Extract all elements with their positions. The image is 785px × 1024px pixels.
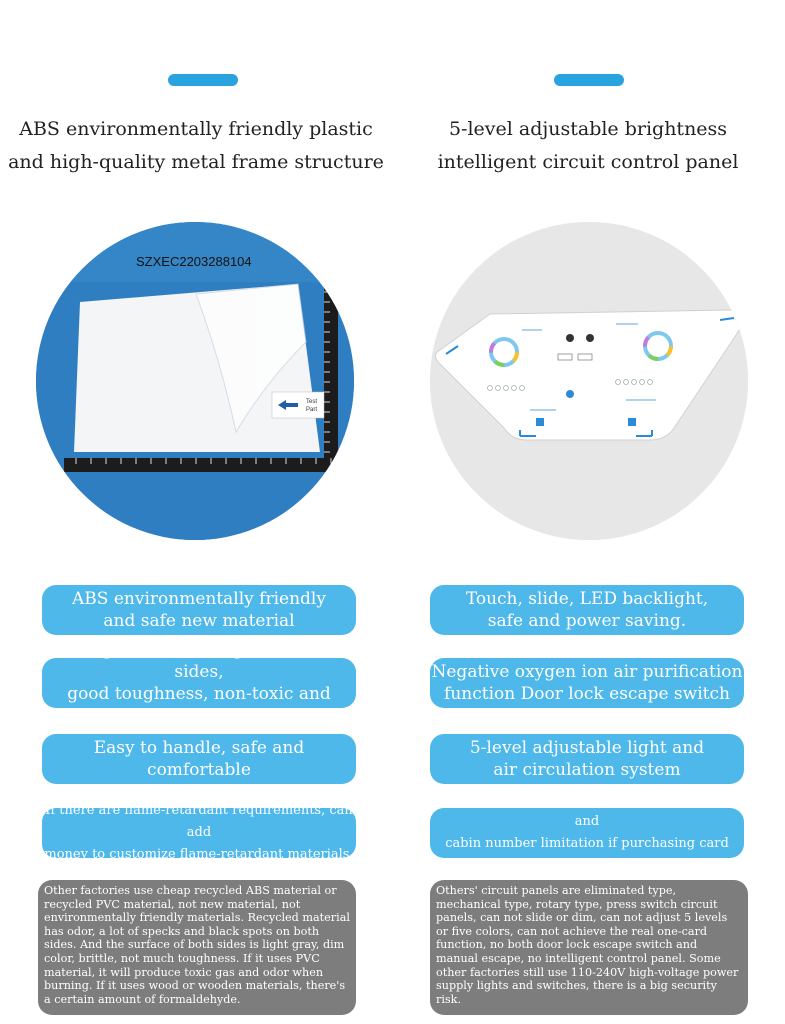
control-panel-illustration (430, 222, 748, 540)
sample-code: SZXEC2203288104 (136, 254, 252, 269)
abs-feature-pill-2 (42, 640, 356, 726)
abs-sheet-photo (36, 222, 354, 540)
pill-text: If there are flame-retardant requirements, can add (45, 803, 353, 840)
control-panel-photo (430, 222, 748, 540)
abs-sheet-illustration (36, 222, 354, 540)
pill-text: Easy to handle, safe and comfortable (93, 738, 305, 780)
abs-comparison-note: Other factories use cheap recycled ABS material or recycled PVC material, not new material, not environmentally friendly materials. Recycled material has odor, a lot of specks and black spots on both sides. And the surface of both sides is light gray, dim color, brittle, not much toughness. If it uses PVC material, it will produce toxic gas and odor when burning. If it uses wood or wooden materials, there's a certain amount of formaldehyde. (38, 880, 356, 1015)
pill-text: money to customize flame-retardant materials. (44, 847, 354, 862)
pill-text: Intelligent insert card for power, can set time and (436, 792, 738, 829)
qr-code-icon (536, 418, 544, 426)
pill-text: ABS environmentally friendly (72, 589, 326, 609)
pill-text: Touch, slide, LED backlight, (465, 589, 709, 609)
panel-feature-pill-4 (430, 792, 744, 873)
right-heading (392, 113, 784, 179)
pill-text: safe and power saving. (487, 611, 687, 631)
panel-feature-pill-1 (430, 585, 744, 635)
pill-text: air circulation system (493, 760, 681, 780)
right-column (392, 0, 784, 1024)
abs-feature-pill-1 (42, 585, 356, 635)
pill-text: good toughness, non-toxic and odorless. (67, 684, 331, 726)
pill-text: Negative oxygen ion air purification (431, 662, 743, 682)
pill-text: No speck or black spot on both sides, (64, 640, 334, 682)
pill-text: function Door lock escape switch (444, 684, 730, 704)
abs-feature-pill-3 (42, 734, 356, 784)
qr-code-icon (628, 418, 636, 426)
right-heading-line-1: 5-level adjustable brightness (448, 118, 728, 140)
pill-text: 5-level adjustable light and (469, 738, 705, 758)
tag-text-1: Test (306, 399, 318, 405)
abs-feature-pill-4 (42, 803, 356, 862)
panel-feature-pill-3 (430, 734, 744, 784)
left-heading-line-1: ABS environmentally friendly plastic (19, 118, 373, 140)
left-heading (0, 113, 392, 179)
pill-text: and safe new material (103, 611, 295, 631)
panel-feature-pill-2 (430, 658, 744, 708)
tag-text-2: Part (306, 407, 318, 413)
panel-comparison-note: Others' circuit panels are eliminated type, mechanical type, rotary type, press switch circuit panels, can not slide or dim, can not adjust 5 levels or five colors, can not achieve the real one-card function, no both door lock escape switch and manual escape, no intelligent control panel. Some other factories still use 110-240V high-voltage power supply lights and switches, there is a big security risk. (430, 880, 748, 1015)
left-accent-bar (168, 74, 238, 86)
right-accent-bar (554, 74, 624, 86)
right-heading-line-2: intelligent circuit control panel (437, 151, 739, 173)
pill-text: cabin number limitation if purchasing card reader. (445, 836, 729, 873)
power-button-icon (566, 334, 574, 342)
left-column (0, 0, 392, 1024)
left-heading-line-2: and high-quality metal frame structure (8, 151, 384, 173)
